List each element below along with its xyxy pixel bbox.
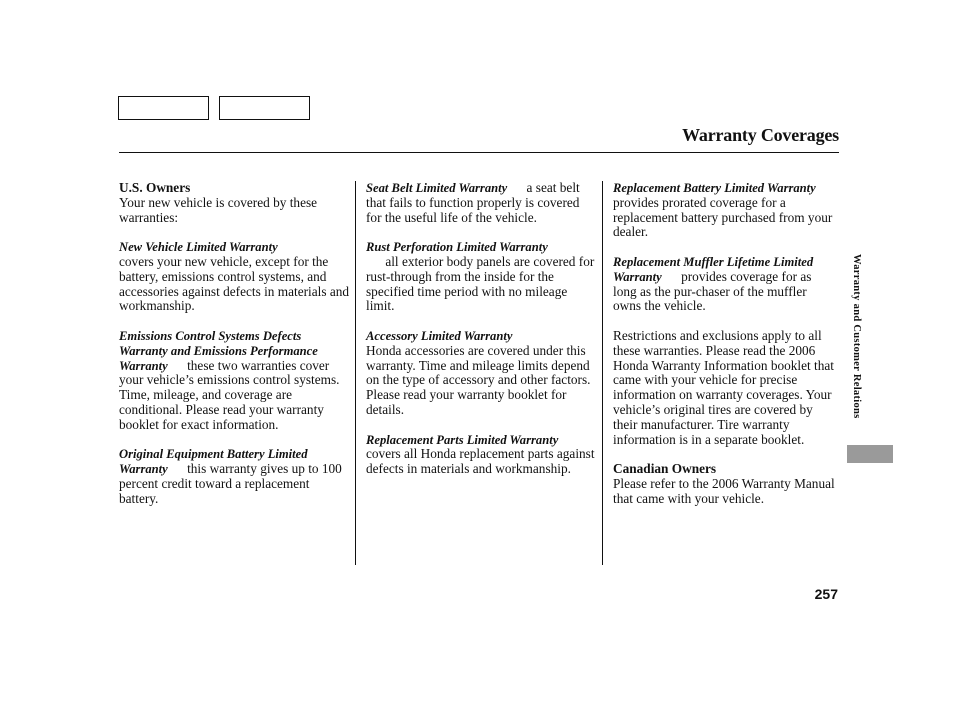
us-owners-heading: U.S. Owners [119,180,191,195]
us-owners-text: Your new vehicle is covered by these warranties: [119,194,318,225]
seat-belt-warranty-section [366,181,596,225]
column-divider [355,181,356,565]
rust-warranty-section [366,240,596,314]
muffler-warranty-text: provides coverage for as long as the pur-chaser of the muffler owns the vehicle. [613,268,812,314]
page-title: Warranty Coverages [682,125,839,145]
emissions-warranty-text: these two warranties cover your vehicle’s emissions control systems. Time, mileage, and coverage are conditional. Please read your warranty booklet for exact information. [119,357,340,432]
column-2 [366,181,596,492]
canadian-owners-heading: Canadian Owners [613,461,717,477]
muffler-warranty-section [613,255,837,314]
oe-battery-warranty-section [119,447,349,506]
column-1 [119,181,349,521]
page-number: 257 [814,586,838,602]
accessory-warranty-term: Accessory Limited Warranty [366,328,513,343]
canadian-owners-section [613,462,837,506]
emissions-warranty-term: Emissions Control Systems Defects Warranty and Emissions Performance Warranty [119,328,318,373]
us-owners-section [119,181,349,225]
replacement-battery-warranty-section [613,181,837,240]
replacement-battery-warranty-term: Replacement Battery Limited Warranty [613,181,816,195]
rust-warranty-term: Rust Perforation Limited Warranty [366,240,548,255]
seat-belt-warranty-term: Seat Belt Limited Warranty [366,181,508,195]
oe-battery-warranty-term: Original Equipment Battery Limited Warranty [119,447,308,477]
replacement-parts-warranty-section [366,433,596,477]
replacement-parts-warranty-term: Replacement Parts Limited Warranty [366,432,559,447]
accessory-warranty-section [366,329,596,418]
new-vehicle-warranty-section [119,240,349,314]
rust-warranty-text: all exterior body panels are covered for rust-through from the inside for the specified time period with no mileage limit. [366,253,595,314]
emissions-warranty-section [119,329,349,433]
new-vehicle-warranty-text: covers your new vehicle, except for the battery, emissions control systems, and accessories against defects in materials and workmanship. [119,253,350,314]
replacement-parts-warranty-text: covers all Honda replacement parts against defects in materials and workmanship. [366,446,595,477]
title-divider [119,152,839,153]
next-page-button[interactable] [219,96,310,120]
column-3 [613,181,837,521]
column-divider [602,181,603,565]
seat-belt-warranty-text: a seat belt that fails to function properly is covered for the useful life of the vehicle. [366,180,580,225]
replacement-battery-warranty-text: provides prorated coverage for a replacement battery purchased from your dealer. [613,194,833,240]
muffler-warranty-term: Replacement Muffler Lifetime Limited Warranty [613,254,814,284]
section-tab-marker [847,445,893,463]
restrictions-section [613,329,837,447]
canadian-owners-text: Please refer to the 2006 Warranty Manual that came with your vehicle. [613,475,835,506]
section-tab-label: Warranty and Customer Relations [851,254,862,419]
oe-battery-warranty-text: this warranty gives up to 100 percent credit toward a replacement battery. [119,461,342,506]
restrictions-text: Restrictions and exclusions apply to all these warranties. Please read the 2006 Honda Warranty Information booklet that came with your vehicle for precise information on warranty coverages. Your vehicle’s original tires are covered by their manufacturer. Tire warranty information is in a separate booklet. [613,327,834,447]
new-vehicle-warranty-term: New Vehicle Limited Warranty [119,240,278,255]
accessory-warranty-text: Honda accessories are covered under this warranty. Time and mileage limits depend on the type of accessory and other factors. Please read your warranty booklet for details. [366,342,591,417]
previous-page-button[interactable] [118,96,209,120]
